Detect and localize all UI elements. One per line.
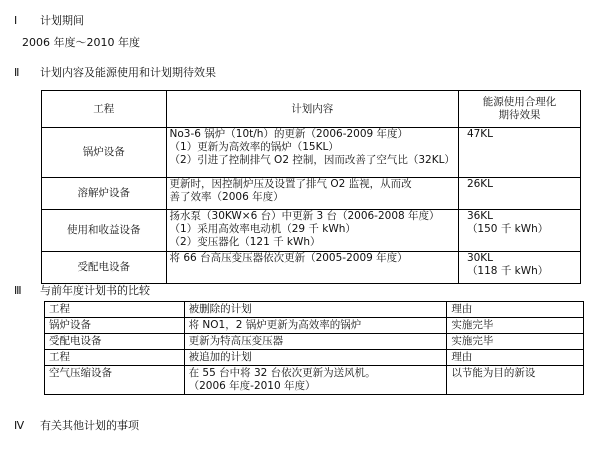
cell-content — [166, 210, 458, 252]
header-effect-line1: 能源使用合理化 — [482, 96, 557, 108]
cell-effect — [458, 210, 580, 252]
cell-reason: 理由 — [447, 350, 584, 366]
table-row — [45, 366, 584, 395]
content-line: （1）采用高效率电动机（29 千 kWh） — [169, 223, 356, 235]
cell-plan: 被删除的计划 — [184, 302, 447, 318]
section-1-number: Ⅰ — [14, 14, 18, 27]
comparison-table — [44, 301, 584, 395]
cell-effect — [458, 252, 580, 284]
cell-project: 工程 — [45, 302, 185, 318]
cell-project: 工程 — [45, 350, 185, 366]
effect-line: （118 千 kWh） — [466, 265, 549, 277]
content-line: （2）变压器化（121 千 kWh） — [169, 236, 321, 248]
table-row — [45, 302, 584, 318]
effect-line: 36KL — [466, 210, 494, 222]
header-content: 计划内容 — [166, 91, 458, 128]
cell-content — [166, 178, 458, 210]
content-line: 扬水泵（30KW×6 台）中更新 3 台（2006-2008 年度） — [169, 210, 440, 222]
content-line: （2）引进了控制排气 O2 控制，因而改善了空气比（32KL） — [169, 154, 455, 166]
table-row — [42, 210, 581, 252]
content-line: 善了效率（2006 年度） — [169, 191, 284, 203]
table-row — [45, 318, 584, 334]
cell-reason: 实施完毕 — [447, 318, 584, 334]
plan-content-table — [41, 90, 581, 284]
cell-line: （2006 年度-2010 年度） — [188, 380, 316, 392]
content-line: （1）更新为高效率的锅炉（15KL） — [169, 141, 339, 153]
cell-line: 在 55 台中将 32 台依次更新为送风机。 — [188, 367, 376, 379]
cell-plan — [184, 366, 447, 395]
section-3-title: 与前年度计划书的比较 — [40, 284, 150, 297]
table-row — [45, 334, 584, 350]
section-1-title: 计划期间 — [40, 14, 84, 27]
cell-content — [166, 128, 458, 178]
cell-reason: 理由 — [447, 302, 584, 318]
cell-project: 锅炉设备 — [42, 128, 167, 178]
header-effect-line2: 期待效果 — [498, 109, 541, 121]
header-effect — [458, 91, 580, 128]
section-3-number: Ⅲ — [14, 284, 22, 297]
effect-line: 47KL — [466, 128, 494, 140]
cell-project: 锅炉设备 — [45, 318, 185, 334]
content-line: 将 66 台高压变压器依次更新（2005-2009 年度） — [169, 252, 408, 264]
effect-line: （150 千 kWh） — [466, 223, 549, 235]
cell-plan: 被追加的计划 — [184, 350, 447, 366]
cell-plan: 将 NO1，2 锅炉更新为高效率的锅炉 — [184, 318, 447, 334]
cell-project: 溶解炉设备 — [42, 178, 167, 210]
cell-reason: 以节能为目的新设 — [447, 366, 584, 395]
cell-reason: 实施完毕 — [447, 334, 584, 350]
header-project: 工程 — [42, 91, 167, 128]
cell-effect — [458, 178, 580, 210]
cell-project: 受配电设备 — [45, 334, 185, 350]
cell-content — [166, 252, 458, 284]
table-row — [45, 350, 584, 366]
section-4-heading — [14, 419, 139, 433]
section-2-title: 计划内容及能源使用和计划期待效果 — [40, 66, 216, 79]
section-2-number: Ⅱ — [14, 66, 20, 79]
section-4-title: 有关其他计划的事项 — [40, 419, 139, 432]
section-3-heading — [14, 284, 150, 298]
effect-line: 26KL — [466, 178, 494, 190]
cell-project: 使用和收益设备 — [42, 210, 167, 252]
section-4-number: Ⅳ — [14, 419, 25, 432]
table-header-row — [42, 91, 581, 128]
effect-line: 30KL — [466, 252, 494, 264]
content-line: No3-6 锅炉（10t/h）的更新（2006-2009 年度） — [169, 128, 409, 140]
cell-project: 受配电设备 — [42, 252, 167, 284]
table-row — [42, 128, 581, 178]
table-row — [42, 178, 581, 210]
cell-effect — [458, 128, 580, 178]
section-1-heading — [14, 14, 84, 28]
content-line: 更新时，因控制炉压及设置了排气 O2 监视，从而改 — [169, 178, 412, 190]
cell-plan: 更新为特高压变压器 — [184, 334, 447, 350]
cell-project: 空气压缩设备 — [45, 366, 185, 395]
plan-period-text: 2006 年度～2010 年度 — [22, 36, 140, 49]
section-2-heading — [14, 66, 216, 80]
table-row — [42, 252, 581, 284]
